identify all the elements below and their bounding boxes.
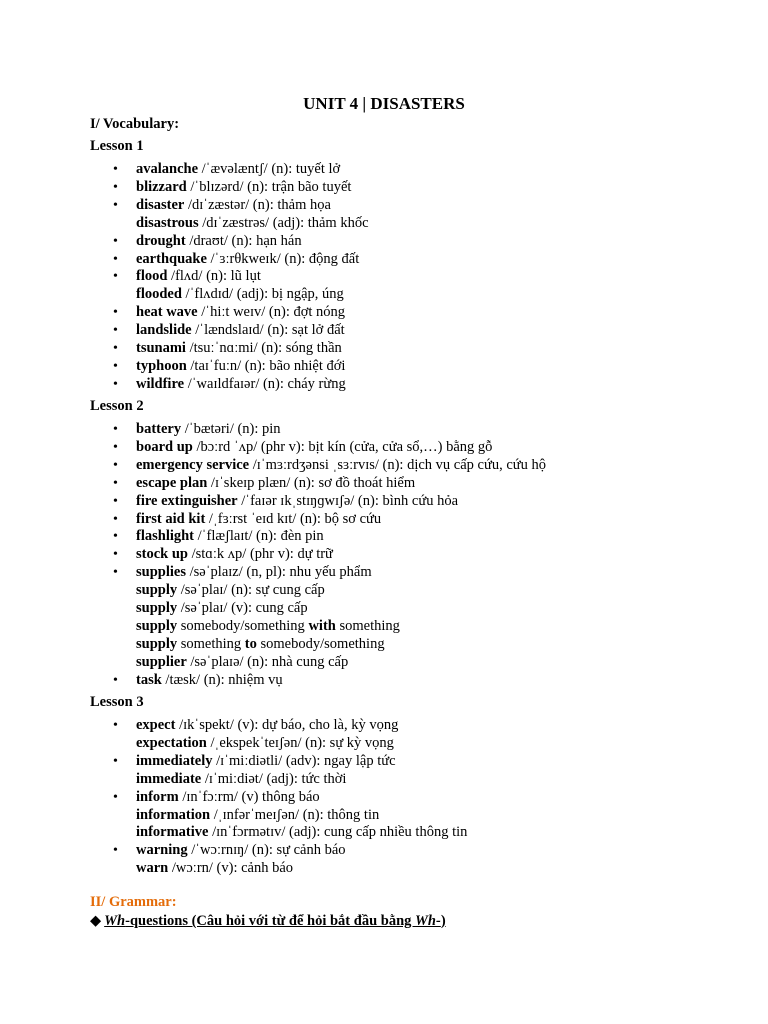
vocab-term: disastrous xyxy=(136,214,199,231)
vocab-term: expect xyxy=(136,717,176,733)
vocab-term: with xyxy=(308,617,336,634)
vocab-subitem xyxy=(0,860,467,878)
vocab-item xyxy=(0,475,546,493)
vocab-definition: /dɪˈzæstrəs/ (adj): thảm khốc xyxy=(198,214,369,231)
vocab-item xyxy=(0,421,546,439)
vocab-definition: /draʊt/ (n): hạn hán xyxy=(185,232,302,249)
vocab-item xyxy=(0,546,546,564)
vocab-item xyxy=(0,493,546,511)
vocab-term: task xyxy=(136,671,162,688)
vocab-term: emergency service xyxy=(136,456,250,473)
vocab-item xyxy=(0,251,369,269)
vocab-item xyxy=(0,322,369,340)
vocab-term: expectation xyxy=(136,734,207,751)
vocab-term: informative xyxy=(136,824,209,841)
vocab-term: inform xyxy=(136,788,179,805)
vocab-term: information xyxy=(136,806,211,823)
lesson-2-heading: Lesson 2 xyxy=(90,398,144,414)
vocab-term: tsunami xyxy=(136,340,186,357)
vocab-item xyxy=(0,304,369,322)
vocab-term: supply xyxy=(136,635,178,652)
vocab-definition: /ˈflʌdɪd/ (adj): bị ngập, úng xyxy=(181,286,344,303)
vocab-definition: /ɪˈmɜːrdʒənsi ˌsɜːrvɪs/ (n): dịch vụ cấp cứu, cứu hộ xyxy=(249,456,547,473)
vocab-item xyxy=(0,358,369,376)
section-vocabulary-heading: I/ Vocabulary: xyxy=(90,116,180,132)
vocab-subitem xyxy=(0,771,467,789)
vocab-term: immediately xyxy=(136,752,213,769)
vocab-item xyxy=(0,528,546,546)
vocab-definition: /tsuːˈnɑːmi/ (n): sóng thần xyxy=(185,340,342,357)
grammar-subheading-text xyxy=(104,913,446,929)
vocab-term: earthquake xyxy=(136,250,207,267)
lesson-1-heading: Lesson 1 xyxy=(90,138,144,154)
vocab-item xyxy=(0,376,369,394)
vocab-term: supplier xyxy=(136,653,187,670)
vocab-definition: /ˈflæʃlaɪt/ (n): đèn pin xyxy=(194,528,324,545)
vocab-item xyxy=(0,233,369,251)
diamond-icon: ◆ xyxy=(90,913,102,929)
vocab-definition: /taɪˈfuːn/ (n): bão nhiệt đới xyxy=(186,357,346,374)
vocab-term: first aid kit xyxy=(136,510,206,527)
vocab-definition: /ˌɪnfərˈmeɪʃən/ (n): thông tin xyxy=(210,806,380,823)
vocab-definition: /ɪkˈspekt/ (v): dự báo, cho là, kỳ vọng xyxy=(175,717,399,733)
vocab-item xyxy=(0,842,467,860)
vocab-term: stock up xyxy=(136,546,188,563)
vocab-term: board up xyxy=(136,438,193,455)
vocab-definition: /səˈplaɪz/ (n, pl): nhu yếu phẩm xyxy=(185,564,372,581)
vocab-definition: /səˈplaɪ/ (n): sự cung cấp xyxy=(177,582,325,599)
vocab-item xyxy=(0,197,369,215)
vocab-item xyxy=(0,457,546,475)
vocab-definition: /dɪˈzæstər/ (n): thảm họa xyxy=(184,196,331,213)
vocab-item xyxy=(0,672,546,690)
grammar-subheading-part: ) xyxy=(440,913,446,929)
vocab-term: typhoon xyxy=(136,357,187,374)
vocab-subitem xyxy=(0,654,546,672)
vocab-term: supply xyxy=(136,582,178,599)
vocab-definition: /bɔːrd ˈʌp/ (phr v): bịt kín (cửa, cửa sổ,…) bằng gỗ xyxy=(192,438,493,455)
lesson-3-list xyxy=(0,717,467,878)
vocab-item xyxy=(0,564,546,582)
vocab-definition: /ˌfɜːrst ˈeɪd kɪt/ (n): bộ sơ cứu xyxy=(205,510,382,527)
vocab-item xyxy=(0,161,369,179)
vocab-term: landslide xyxy=(136,322,192,339)
vocab-item xyxy=(0,789,467,807)
vocab-term: fire extinguisher xyxy=(136,492,238,509)
vocab-definition: something xyxy=(335,617,400,634)
page-title: UNIT 4 | DISASTERS xyxy=(303,94,465,113)
lesson-3-heading: Lesson 3 xyxy=(90,694,144,710)
vocab-term: supply xyxy=(136,617,178,634)
vocab-subitem xyxy=(0,824,467,842)
vocab-term: immediate xyxy=(136,770,202,787)
vocab-term: escape plan xyxy=(136,474,208,491)
vocab-definition: /flʌd/ (n): lũ lụt xyxy=(167,268,261,285)
vocab-term: warning xyxy=(136,842,188,859)
vocab-definition: /wɔːrn/ (v): cảnh báo xyxy=(168,860,294,877)
vocab-subitem xyxy=(0,618,546,636)
grammar-subheading-part: -questions (Câu hỏi với từ để hỏi bắt đầu bằng xyxy=(125,913,416,929)
vocab-subitem xyxy=(0,215,369,233)
vocab-term: avalanche xyxy=(136,161,199,177)
vocab-definition: /ɪnˈfɔrmətɪv/ (adj): cung cấp nhiều thông tin xyxy=(208,824,468,841)
vocab-definition: /ɪnˈfɔːrm/ (v) thông báo xyxy=(178,788,320,805)
vocab-item xyxy=(0,268,369,286)
vocab-definition: /ˈævəlæntʃ/ (n): tuyết lở xyxy=(198,161,341,177)
vocab-item xyxy=(0,753,467,771)
vocab-subitem xyxy=(0,636,546,654)
vocab-term: supplies xyxy=(136,564,186,581)
vocab-definition: /stɑːk ʌp/ (phr v): dự trữ xyxy=(187,546,333,563)
vocab-definition: /səˈplaɪə/ (n): nhà cung cấp xyxy=(186,653,349,670)
vocab-definition: /səˈplaɪ/ (v): cung cấp xyxy=(177,600,308,617)
vocab-definition: somebody/something xyxy=(256,635,385,652)
vocab-subitem xyxy=(0,600,546,618)
vocab-term: supply xyxy=(136,600,178,617)
vocab-definition: /ˈlændslaɪd/ (n): sạt lở đất xyxy=(191,322,345,339)
wh-word: Wh xyxy=(104,913,126,929)
vocab-subitem xyxy=(0,807,467,825)
vocab-definition: /ˈwaɪldfaɪər/ (n): cháy rừng xyxy=(184,375,346,392)
wh-word: Wh- xyxy=(415,913,441,929)
vocab-subitem xyxy=(0,735,467,753)
vocab-item xyxy=(0,340,369,358)
vocab-definition: /ɪˈmiːdiətli/ (adv): ngay lập tức xyxy=(212,752,396,769)
vocab-term: wildfire xyxy=(136,375,185,392)
lesson-1-list xyxy=(0,161,369,394)
vocab-term: flooded xyxy=(136,286,182,303)
vocab-term: drought xyxy=(136,232,186,249)
vocab-term: flood xyxy=(136,268,168,285)
grammar-subheading xyxy=(90,913,446,930)
vocab-definition: /ˈblɪzərd/ (n): trận bão tuyết xyxy=(186,178,352,195)
vocab-term: disaster xyxy=(136,196,185,213)
vocab-subitem xyxy=(0,286,369,304)
vocab-term: to xyxy=(244,635,257,652)
vocab-term: warn xyxy=(136,860,169,877)
vocab-definition: somebody/something xyxy=(177,617,309,634)
vocab-definition: /ˈwɔːrnɪŋ/ (n): sự cảnh báo xyxy=(187,842,346,859)
vocab-definition: /ɪˈskeɪp plæn/ (n): sơ đồ thoát hiểm xyxy=(207,474,416,491)
vocab-item xyxy=(0,439,546,457)
vocab-definition: /ˈfaɪər ɪkˌstɪŋɡwɪʃə/ (n): bình cứu hỏa xyxy=(237,492,459,509)
vocab-item xyxy=(0,511,546,529)
vocab-definition: /ˈɜːrθkweɪk/ (n): động đất xyxy=(206,250,360,267)
vocab-definition: /ˈbætəri/ (n): pin xyxy=(181,421,281,437)
vocab-definition: /tæsk/ (n): nhiệm vụ xyxy=(161,671,283,688)
vocab-definition: something xyxy=(177,635,245,652)
vocab-definition: /ˌekspekˈteɪʃən/ (n): sự kỳ vọng xyxy=(206,734,394,751)
vocab-term: blizzard xyxy=(136,178,187,195)
vocab-definition: /ɪˈmiːdiət/ (adj): tức thời xyxy=(201,770,347,787)
vocab-definition: /ˈhiːt weɪv/ (n): đợt nóng xyxy=(197,304,346,321)
vocab-term: heat wave xyxy=(136,304,198,321)
vocab-term: flashlight xyxy=(136,528,195,545)
vocab-item xyxy=(0,179,369,197)
lesson-2-list xyxy=(0,421,546,690)
vocab-item xyxy=(0,717,467,735)
vocab-subitem xyxy=(0,582,546,600)
section-grammar-heading: II/ Grammar: xyxy=(90,894,177,910)
vocab-term: battery xyxy=(136,421,182,437)
